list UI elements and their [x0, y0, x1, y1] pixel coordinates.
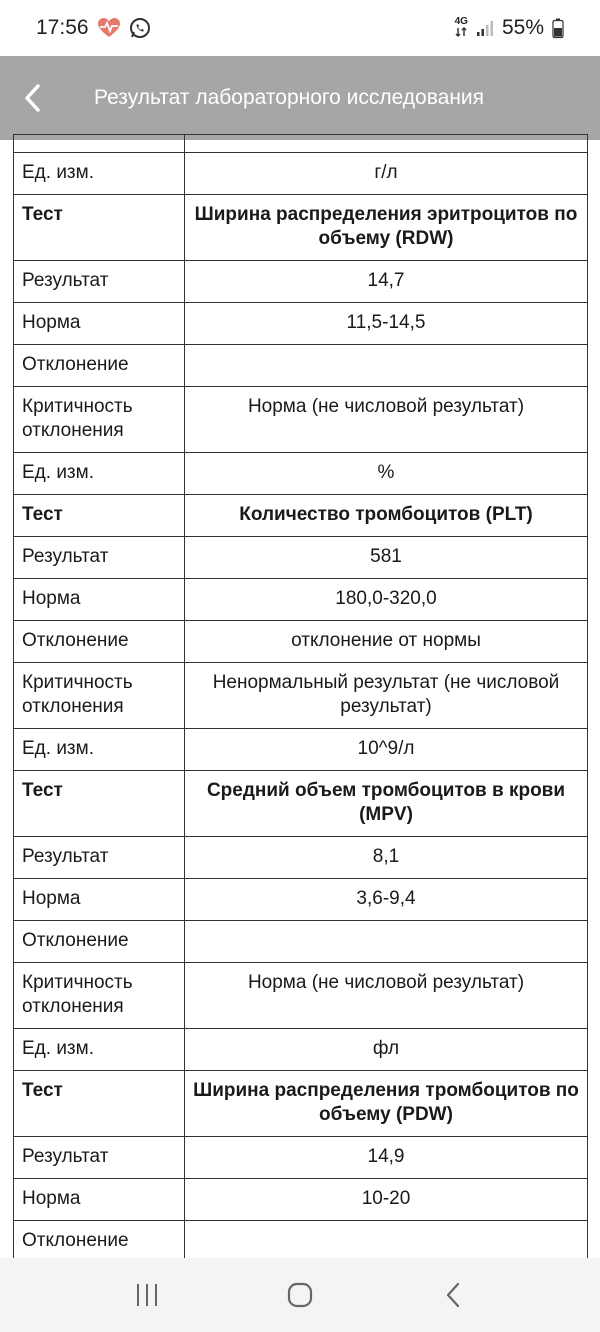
row-value	[185, 135, 588, 153]
row-value	[185, 1221, 588, 1263]
table-row	[14, 921, 588, 963]
table-row	[14, 1029, 588, 1071]
battery-icon	[552, 18, 564, 38]
table-row-test	[14, 771, 588, 837]
status-left	[36, 16, 151, 40]
row-label: Норма	[14, 303, 185, 345]
row-label: Отклонение	[14, 621, 185, 663]
network-label: 4G	[454, 15, 468, 27]
row-value: 581	[185, 537, 588, 579]
row-label: Результат	[14, 537, 185, 579]
table-row	[14, 621, 588, 663]
table-row	[14, 1221, 588, 1263]
home-icon	[286, 1281, 314, 1309]
row-label: Критичность отклонения	[14, 963, 185, 1029]
chevron-left-icon	[22, 83, 42, 113]
table-row	[14, 1179, 588, 1221]
results-table	[13, 134, 588, 1329]
status-time: 17:56	[36, 16, 89, 39]
row-value: Ненормальный результат (не числовой результат)	[185, 663, 588, 729]
row-value: г/л	[185, 153, 588, 195]
heart-pulse-icon	[97, 17, 121, 39]
row-value: 10-20	[185, 1179, 588, 1221]
row-label: Тест	[14, 495, 185, 537]
row-value	[185, 921, 588, 963]
row-label: Отклонение	[14, 1221, 185, 1263]
row-value: 14,9	[185, 1137, 588, 1179]
results-table-body	[14, 135, 588, 1329]
row-label: Ед. изм.	[14, 153, 185, 195]
results-content[interactable]	[0, 140, 600, 1258]
row-value: 10^9/л	[185, 729, 588, 771]
table-row-test	[14, 195, 588, 261]
row-label: Ед. изм.	[14, 1029, 185, 1071]
status-bar	[0, 0, 600, 56]
row-value: отклонение от нормы	[185, 621, 588, 663]
row-value: 3,6-9,4	[185, 879, 588, 921]
table-row-test	[14, 1071, 588, 1137]
row-value: фл	[185, 1029, 588, 1071]
table-row	[14, 303, 588, 345]
row-value: Ширина распределения эритроцитов по объему (RDW)	[185, 195, 588, 261]
table-row	[14, 345, 588, 387]
row-value: Средний объем тромбоцитов в крови (MPV)	[185, 771, 588, 837]
battery-percent: 55%	[501, 16, 544, 39]
table-row	[14, 837, 588, 879]
table-row	[14, 387, 588, 453]
row-value: 11,5-14,5	[185, 303, 588, 345]
app-bar	[0, 56, 600, 140]
row-value: Норма (не числовой результат)	[185, 387, 588, 453]
row-value: 180,0-320,0	[185, 579, 588, 621]
row-label: Результат	[14, 261, 185, 303]
table-row	[14, 135, 588, 153]
table-row	[14, 153, 588, 195]
row-value: Количество тромбоцитов (PLT)	[185, 495, 588, 537]
row-label: Тест	[14, 771, 185, 837]
row-label	[14, 135, 185, 153]
nav-back-button[interactable]	[413, 1265, 493, 1325]
row-label: Отклонение	[14, 921, 185, 963]
row-value: Ширина распределения тромбоцитов по объему (PDW)	[185, 1071, 588, 1137]
table-row	[14, 729, 588, 771]
table-row	[14, 663, 588, 729]
row-label: Критичность отклонения	[14, 663, 185, 729]
recents-button[interactable]	[107, 1265, 187, 1325]
row-label: Результат	[14, 1137, 185, 1179]
network-indicator	[455, 17, 468, 40]
home-button[interactable]	[260, 1265, 340, 1325]
table-row	[14, 261, 588, 303]
row-label: Тест	[14, 1071, 185, 1137]
table-row	[14, 1137, 588, 1179]
status-right	[455, 16, 564, 40]
row-label: Ед. изм.	[14, 453, 185, 495]
row-value: %	[185, 453, 588, 495]
row-label: Ед. изм.	[14, 729, 185, 771]
back-button[interactable]	[0, 56, 64, 140]
row-value: 14,7	[185, 261, 588, 303]
signal-icon	[476, 19, 494, 37]
whatsapp-icon	[129, 17, 151, 39]
table-row	[14, 453, 588, 495]
row-label: Тест	[14, 195, 185, 261]
system-nav-bar	[0, 1258, 600, 1332]
table-row	[14, 963, 588, 1029]
back-icon	[443, 1281, 463, 1309]
row-value	[185, 345, 588, 387]
row-label: Норма	[14, 579, 185, 621]
table-row	[14, 879, 588, 921]
row-label: Критичность отклонения	[14, 387, 185, 453]
recents-icon	[133, 1282, 161, 1308]
row-label: Норма	[14, 879, 185, 921]
table-row-test	[14, 495, 588, 537]
row-value: 8,1	[185, 837, 588, 879]
row-label: Норма	[14, 1179, 185, 1221]
table-row	[14, 537, 588, 579]
row-label: Результат	[14, 837, 185, 879]
row-value: Норма (не числовой результат)	[185, 963, 588, 1029]
page-title: Результат лабораторного исследования	[94, 86, 485, 109]
row-label: Отклонение	[14, 345, 185, 387]
table-row	[14, 579, 588, 621]
